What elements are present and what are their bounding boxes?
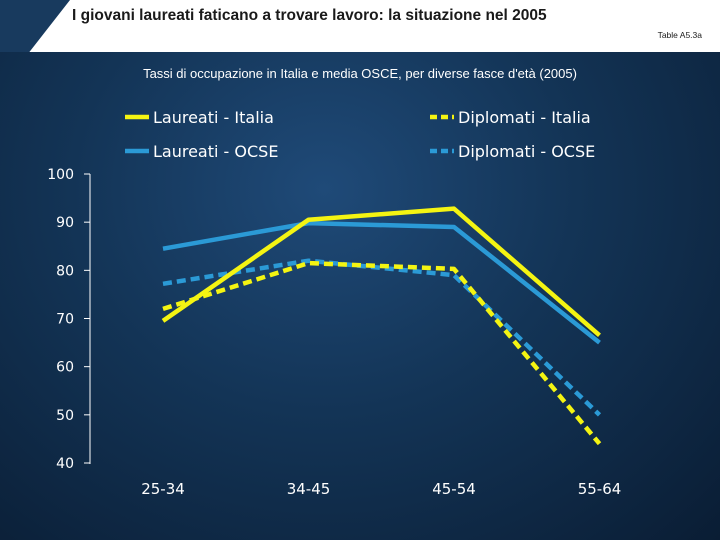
x-category-label: 45-54 (432, 480, 476, 498)
series-line-2 (163, 223, 600, 342)
y-tick-label: 70 (56, 311, 74, 328)
table-reference: Table A5.3a (657, 30, 702, 40)
y-tick-label: 90 (56, 215, 74, 232)
legend-label: Diplomati - Italia (458, 108, 591, 127)
y-tick-label: 50 (56, 407, 74, 424)
legend-label: Laureati - OCSE (153, 142, 279, 161)
x-category-label: 55-64 (577, 480, 622, 498)
y-tick-label: 40 (56, 456, 74, 472)
y-tick-label: 100 (47, 167, 74, 183)
page-title: I giovani laureati faticano a trovare lavoro: la situazione nel 2005 (72, 7, 547, 24)
x-category-label: 25-34 (141, 480, 185, 498)
chart-title: Tassi di occupazione in Italia e media OSCE, per diverse fasce d'età (2005) (143, 66, 577, 81)
y-tick-label: 80 (56, 263, 74, 280)
x-category-label: 34-45 (286, 480, 331, 498)
legend-label: Laureati - Italia (153, 108, 274, 127)
chart-legend (125, 108, 595, 161)
chart-series (163, 209, 600, 444)
legend-label: Diplomati - OCSE (458, 142, 596, 161)
y-tick-label: 60 (56, 359, 74, 376)
series-line-0 (163, 209, 600, 336)
series-line-3 (163, 261, 600, 415)
